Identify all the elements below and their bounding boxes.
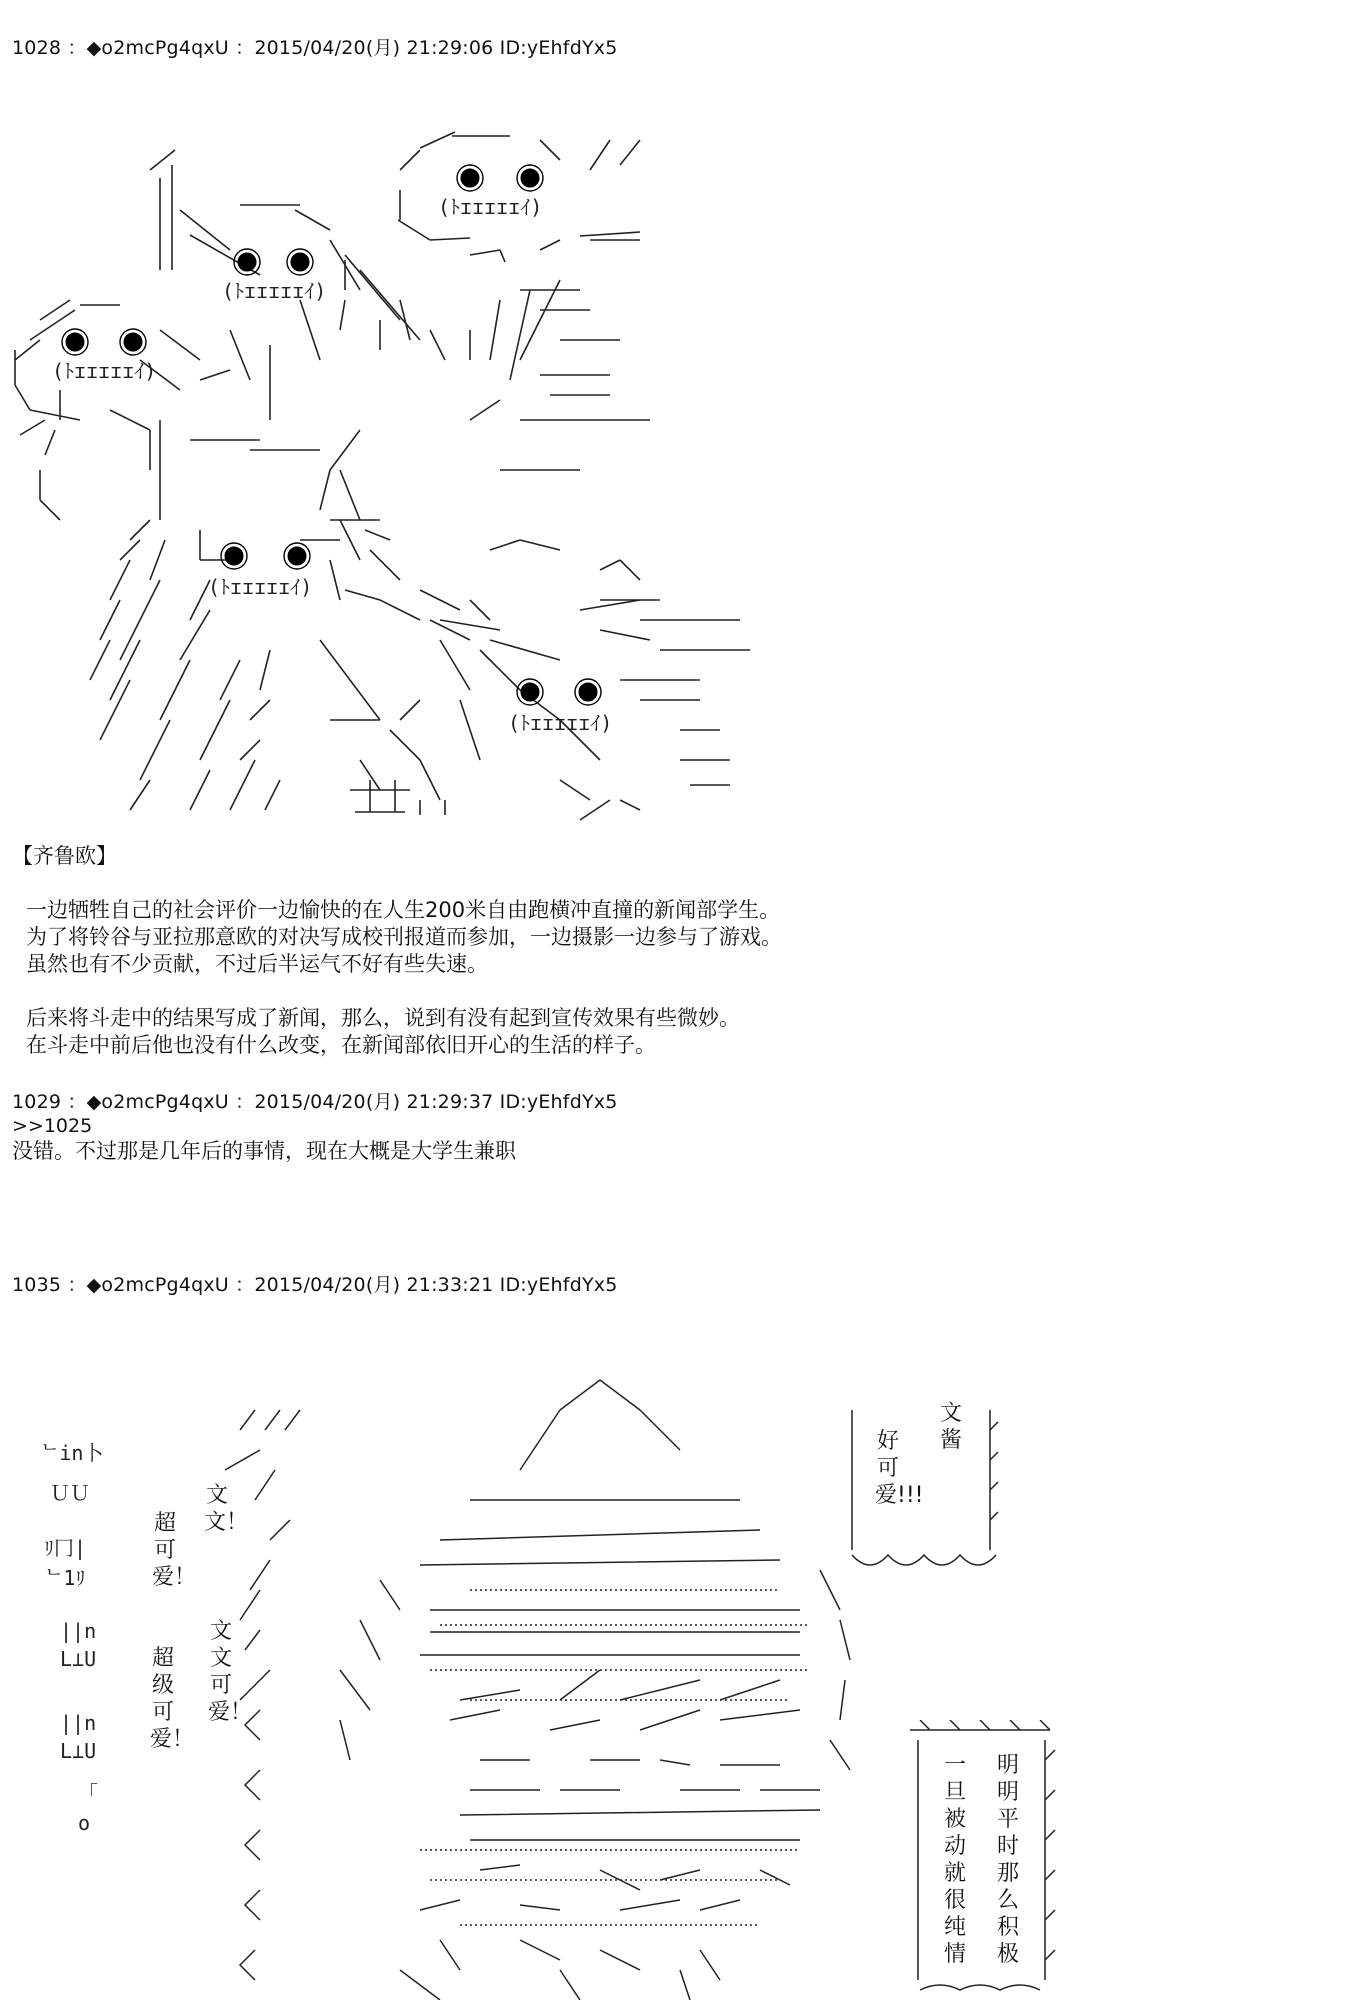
left-ascii-glyph: ᄂin卜 xyxy=(40,1441,104,1465)
vertical-text-ming-ming-ping-shi: 明明平时那么积极 xyxy=(996,1753,1019,1967)
creature-mouth: (ﾄɪɪɪɪɪｲ) xyxy=(52,359,157,383)
left-ascii-glyph: L⊥U xyxy=(60,1647,97,1671)
left-ascii-glyph: ᄂ1ﾘ xyxy=(44,1566,86,1590)
character-caption: 【齐鲁欧】 xyxy=(12,844,117,868)
eye-icon xyxy=(461,169,479,187)
vertical-text-wen-wen-ke-ai: 文文可爱！ xyxy=(208,1619,253,1725)
left-ascii-glyph: ＵＵ xyxy=(50,1481,90,1505)
creature-mouth: (ﾄɪɪɪɪɪｲ) xyxy=(438,195,543,219)
eye-icon xyxy=(66,333,84,351)
vertical-text-hao-ke-ai: 好可爱!!! xyxy=(875,1429,924,1508)
creature-mouth: (ﾄɪɪɪɪɪｲ) xyxy=(508,711,613,735)
vertical-text-chao-ji-ke-ai: 超级可爱！ xyxy=(150,1646,195,1752)
left-ascii-glyph: o xyxy=(78,1811,91,1835)
eye-icon xyxy=(521,169,539,187)
left-ascii-glyph: ||n xyxy=(60,1711,97,1735)
speech-bubble xyxy=(0,1400,1350,1600)
ascii-art-multi-creatures xyxy=(0,0,1350,830)
left-ascii-glyph: ||n xyxy=(60,1619,97,1643)
eye-icon xyxy=(291,253,309,271)
post-header: 1028 ：◆o2mcPg4qxU ：2015/04/20(月) 21:29:06 ID:yEhfdYx5 xyxy=(12,37,618,59)
vertical-text-frame xyxy=(0,1720,1350,2000)
quote-link[interactable]: >>1025 xyxy=(12,1115,93,1137)
eye-icon xyxy=(238,253,256,271)
post-header: 1029 ：◆o2mcPg4qxU ：2015/04/20(月) 21:29:37 ID:yEhfdYx5 xyxy=(12,1091,618,1113)
creature-mouth: (ﾄɪɪɪɪɪｲ) xyxy=(222,279,327,303)
post-body: 没错。不过那是几年后的事情，现在大概是大学生兼职 xyxy=(12,1139,516,1163)
eye-icon xyxy=(521,683,539,701)
vertical-text-wen-jiang: 文酱 xyxy=(939,1401,962,1453)
left-ascii-glyph: L⊥U xyxy=(60,1739,97,1763)
vertical-text-wen-wen: 文文！ xyxy=(204,1483,249,1535)
eye-icon xyxy=(579,683,597,701)
post-header: 1035 ：◆o2mcPg4qxU ：2015/04/20(月) 21:33:21 ID:yEhfdYx5 xyxy=(12,1274,618,1296)
eye-icon xyxy=(288,547,306,565)
eye-icon xyxy=(124,333,142,351)
creature-mouth: (ﾄɪɪɪɪɪｲ) xyxy=(208,575,313,599)
post-body: 一边牺牲自己的社会评价一边愉快的在人生200米自由跑横冲直撞的新闻部学生。 为了将铃谷与亚拉那意欧的对决写成校刊报道而参加，一边摄影一边参与了游戏。 虽然也有不少贡献，不过后半运气不好有些失速。 后来将斗走中的结果写成了新闻，那么，说到有没有起到宣传效果有些微妙。 在斗走中前后他也没有什么改变，在新闻部依旧开心的生活的样子。 xyxy=(26,898,782,1057)
eye-icon xyxy=(225,547,243,565)
vertical-text-yi-dan-bei-dong: 一旦被动就很纯情 xyxy=(943,1753,966,1967)
left-ascii-glyph: 「 xyxy=(78,1781,98,1805)
vertical-text-chao-ke-ai: 超可爱！ xyxy=(152,1511,197,1590)
left-ascii-glyph: ﾘ冂| xyxy=(44,1536,87,1560)
